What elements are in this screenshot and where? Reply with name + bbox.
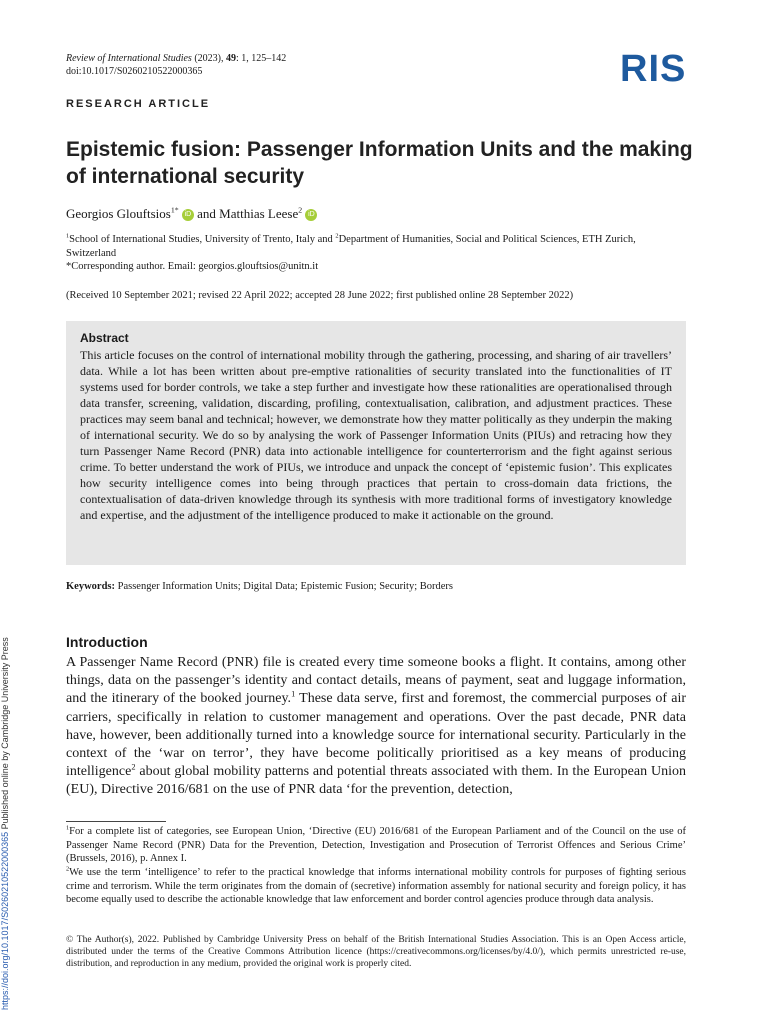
author-2[interactable]: and Matthias Leese [197,206,299,221]
journal-logo: RIS [620,48,687,90]
footnote-1: $^1$For a complete list of categories, see European Union, ‘Directive (EU) 2016/681 of the European Parliament and of the Council on the use of Passenger Name Record (PNR) Data for the Prevention, Detection, Investigation and Prosecution of Terrorist Offences and Serious Crime’ (Brussels, 2016), p. Annex I. [66,824,686,864]
journal-citation: Review of International Studies (2023), 49: 1, 125–142 doi:10.1017/S0260210522000365 [66,53,287,77]
affiliations: $^1$School of International Studies, University of Trento, Italy and $^2$Department of Humanities, Social and Political Sciences, ETH Zurich, Switzerland *Corresponding author. Email: georgios.glouftsios@unitn.it [66,233,686,274]
received-dates: (Received 10 September 2021; revised 22 April 2022; accepted 28 June 2022; first published online 28 September 2022) [66,290,574,301]
footnote-2: $^2$We use the term ‘intelligence’ to refer to the practical knowledge that informs international mobility controls for purposes of fighting serious crime and terrorism. While the term originates from the domain of (secretive) information assembly for national security and foreign policy, it has become equally used to describe the actionable knowledge that law enforcement and border control agencies produce through data analysis. [66,865,686,905]
footnote-ref-1[interactable]: 1 [291,689,296,699]
abstract-text: This article focuses on the control of international mobility through the gathering, processing, and sharing of air travellers’ data. While a lot has been written about pre-emptive rationalities of security translated into the functionalities of IT systems used for border controls, we take a step further and investigate how these rationalities are operationalised through data transfer, screening, validation, discarding, profiling, contextualisation, calibration, and adjustment practices. These practices may seem banal and technical; however, we demonstrate how they matter politically as they underpin the making of international security. We do so by analysing the work of Passenger Information Units (PIUs) and retracing how they turn Passenger Name Record (PNR) data into actionable intelligence for counterterrorism and the fight against serious crime. To better understand the work of PIUs, we introduce and unpack the concept of ‘epistemic fusion’. This explicates how security intelligence comes into being through practices that pertain to cross-domain data frictions, the contextualisation of data-driven knowledge through its synthesis with more traditional forms of investigatory knowledge and expertise, and the adjustment of the intelligence produced to make it actionable on the ground. [80,348,672,522]
footnote-ref-2[interactable]: 2 [131,762,136,772]
corresponding-author: *Corresponding author. Email: georgios.glouftsios@unitn.it [66,261,319,272]
doi: doi:10.1017/S0260210522000365 [66,66,203,77]
orcid-icon[interactable]: iD [182,209,194,221]
footnote-divider [66,821,166,822]
introduction-paragraph: A Passenger Name Record (PNR) file is created every time someone books a flight. It contains, among other things, data on the passenger’s identity and contact details, means of payment, seat and luggage information, and the itinerary of the booked journey.$^1$ These data serve, first and foremost, the commercial purposes of air carriers, specifically in relation to customer management and operations. Over the past decade, PNR data have, however, been additionally turned into a knowledge source for international security. Particularly in the context of the ‘war on terror’, they have become politically prioritised as a key means of producing intelligence$^2$ about global mobility patterns and potential threats associated with them. In the European Union (EU), Directive 2016/681 on the use of PNR data ‘for the prevention, detection, [66,655,686,798]
abstract-heading: Abstract [80,331,129,345]
keywords: Keywords: Passenger Information Units; Digital Data; Epistemic Fusion; Security; Borders [66,581,453,592]
side-doi-link[interactable]: https://doi.org/10.1017/S0260210522000365 [0,831,10,1010]
orcid-icon[interactable]: iD [305,209,317,221]
article-title: Epistemic fusion: Passenger Information Units and the making of international security [66,138,693,188]
authors: Georgios Glouftsios$^{1*}$ iD and Matthias Leese$^2$ iD [66,206,317,222]
article-type: RESEARCH ARTICLE [66,98,211,110]
journal-name: Review of International Studies [66,53,192,64]
section-heading-introduction: Introduction [66,634,148,650]
side-publication-note: https://doi.org/10.1017/S0260210522000365 Published online by Cambridge University Press [0,637,10,1010]
author-1[interactable]: Georgios Glouftsios [66,206,171,221]
copyright-notice: © The Author(s), 2022. Published by Cambridge University Press on behalf of the British International Studies Association. This is an Open Access article, distributed under the terms of the Creative Commons Attribution licence (https://creativecommons.org/licenses/by/4.0/), which permits unrestricted re-use, distribution, and reproduction in any medium, provided the original work is properly cited. [66,935,686,969]
